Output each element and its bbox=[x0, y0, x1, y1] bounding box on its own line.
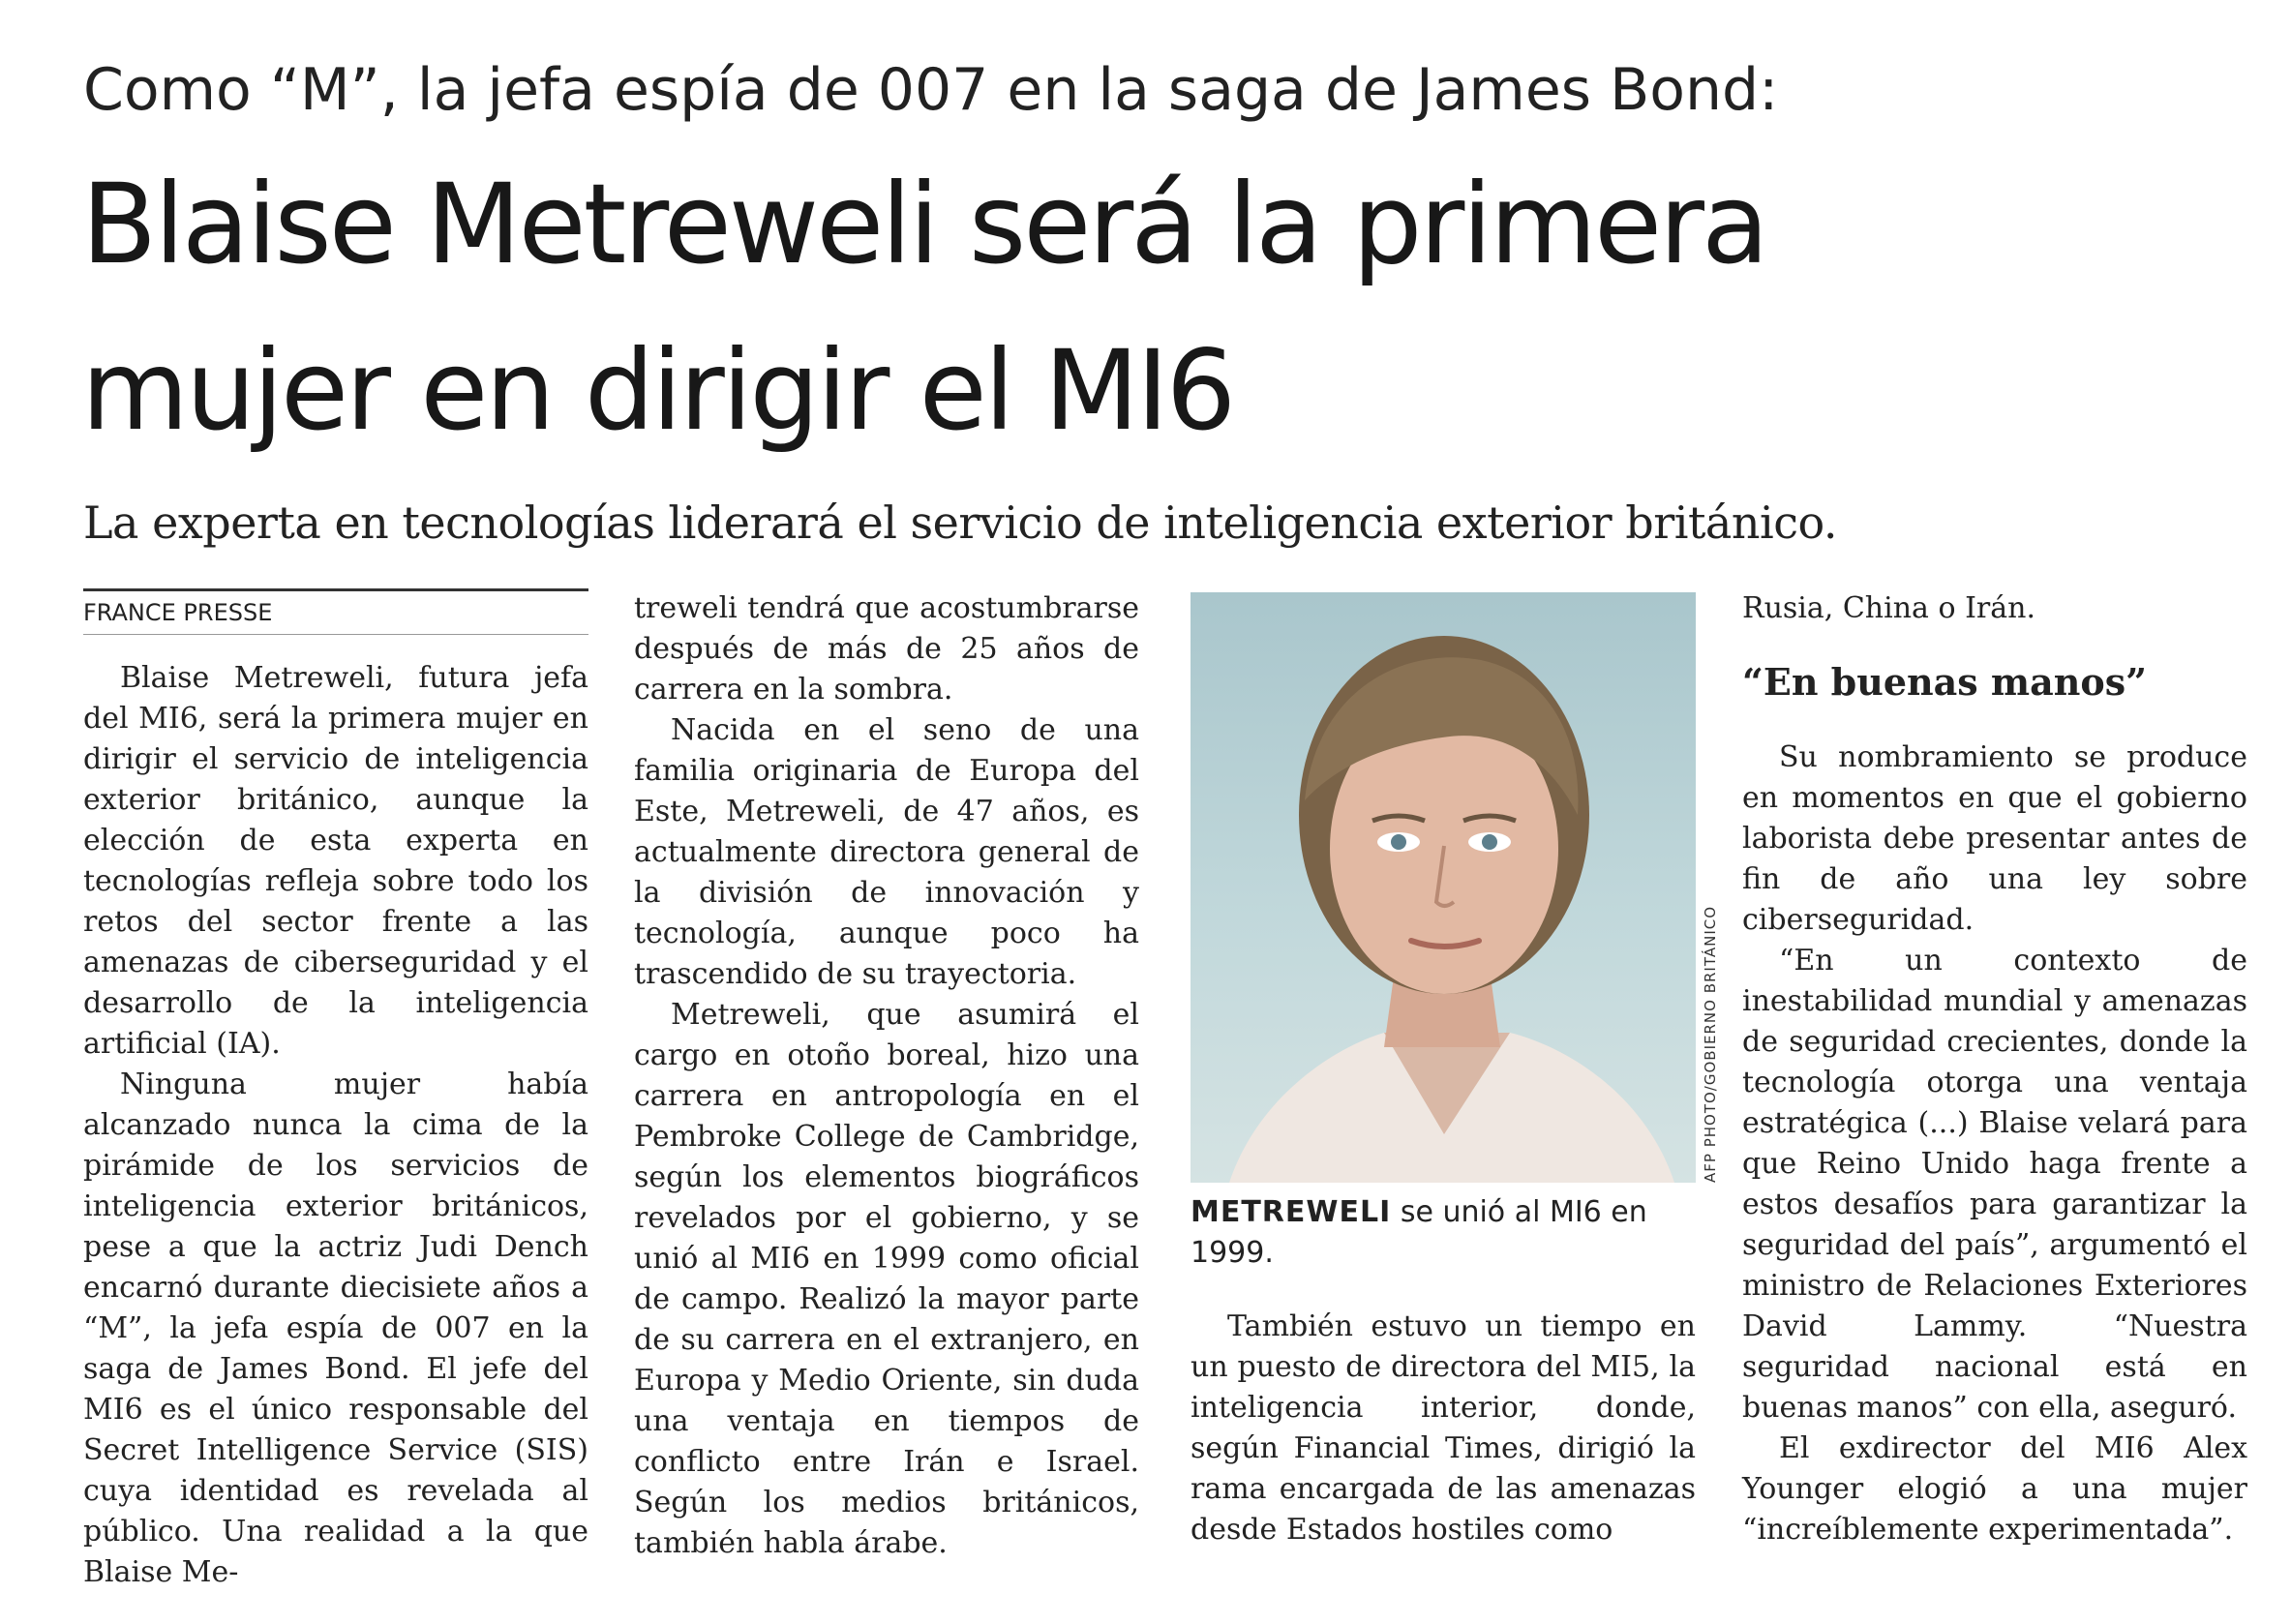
paragraph: También estuvo un tiempo en un puesto de directora del MI5, la inteligencia interior, donde, según Financial Times, dirigió la rama encargada de las amenazas desde Estados hostiles como bbox=[1191, 1309, 1696, 1547]
column-4 bbox=[1742, 588, 2247, 1550]
portrait-illustration bbox=[1191, 592, 1696, 1183]
deck-subtitle: La experta en tecnologías liderará el servicio de inteligencia exterior británico. bbox=[83, 496, 1837, 549]
paragraph: “En un contexto de inestabilidad mundial y amenazas de seguridad crecientes, donde la tecnología otorga una ventaja estratégica (...) Blaise velará para que Reino Unido haga frente a estos desafíos para garantizar la seguridad del país”, argumentó el ministro de Relaciones Exteriores David Lammy. “Nuestra seguridad nacional está en buenas manos” con ella, aseguró. bbox=[1742, 944, 2247, 1425]
column-1 bbox=[83, 588, 588, 1593]
caption-name: METREWELI bbox=[1191, 1195, 1392, 1229]
paragraph: Ninguna mujer había alcanzado nunca la cima de la pirámide de los servicios de inteligencia exterior británicos, pese a que la actriz Judi Dench encarnó durante diecisiete años a “M”, la jefa espía de 007 en la saga de James Bond. El jefe del MI6 es el único responsable del Secret Intelligence Service (SIS) cuya identidad es revelada al público. Una realidad a la que Blaise Me- bbox=[83, 1068, 588, 1589]
paragraph: Blaise Metreweli, futura jefa del MI6, será la primera mujer en dirigir el servicio de inteligencia exterior británico, aunque la elección de esta experta en tecnologías refleja sobre todo los retos del sector frente a las amenazas de ciberseguridad y el desarrollo de la inteligencia artificial (IA). bbox=[83, 661, 588, 1061]
caption-text: se unió al MI6 en 1999. bbox=[1191, 1195, 1647, 1270]
paragraph: Su nombramiento se produce en momentos en que el gobierno laborista debe presentar antes de fin de año una ley sobre ciberseguridad. bbox=[1742, 740, 2247, 937]
headline bbox=[81, 141, 1766, 474]
column-2 bbox=[634, 588, 1139, 1564]
byline: FRANCE PRESSE bbox=[83, 588, 588, 635]
paragraph: treweli tendrá que acostumbrarse después de más de 25 años de carrera en la sombra. bbox=[634, 591, 1139, 707]
subheading: “En buenas manos” bbox=[1742, 660, 2147, 704]
kicker: Como “M”, la jefa espía de 007 en la saga de James Bond: bbox=[83, 56, 1779, 124]
column-3 bbox=[1191, 1307, 1696, 1550]
headline-line-2: mujer en dirigir el MI6 bbox=[81, 326, 1234, 455]
photo-credit: AFP PHOTO/GOBIERNO BRITÁNICO bbox=[1702, 905, 1719, 1183]
photo-caption bbox=[1191, 1192, 1696, 1274]
paragraph: Rusia, China o Irán. bbox=[1742, 591, 2036, 625]
paragraph: Metreweli, que asumirá el cargo en otoño boreal, hizo una carrera en antropología en el Pembroke College de Cambridge, según los elementos biográficos revelados por el gobierno, y se unió al MI6 en 1999 como oficial de campo. Realizó la mayor parte de su carrera en el extranjero, en Europa y Medio Oriente, sin duda una ventaja en tiempos de conflicto entre Irán e Israel. Según los medios británicos, también habla árabe. bbox=[634, 998, 1139, 1560]
headline-line-1: Blaise Metreweli será la primera bbox=[81, 160, 1766, 288]
portrait-photo bbox=[1191, 592, 1696, 1183]
paragraph: Nacida en el seno de una familia originaria de Europa del Este, Metreweli, de 47 años, es actualmente directora general de la división de innovación y tecnología, aunque poco ha trascendido de su trayectoria. bbox=[634, 713, 1139, 991]
paragraph: El exdirector del MI6 Alex Younger elogió a una mujer “increíblemente experimentada”. bbox=[1742, 1431, 2247, 1547]
